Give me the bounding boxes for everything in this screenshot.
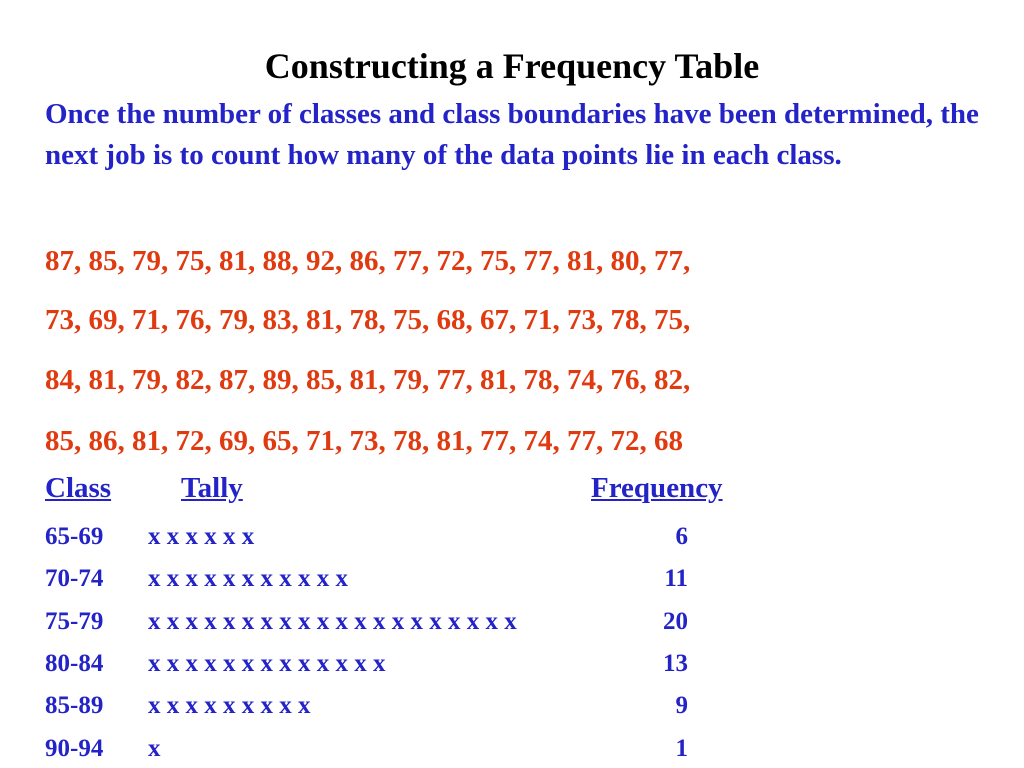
- data-line-4: 85, 86, 81, 72, 69, 65, 71, 73, 78, 81, 77, 74, 77, 72, 68: [45, 425, 683, 457]
- tally-cell: x x x x x x: [148, 523, 255, 550]
- class-header: Class: [45, 472, 112, 504]
- tally-cell: x x x x x x x x x x x: [148, 565, 348, 592]
- frequency-cell: 13: [663, 650, 688, 677]
- table-row: [0, 734, 1024, 764]
- tally-cell: x x x x x x x x x x x x x: [148, 650, 386, 677]
- class-cell: 90-94: [45, 735, 104, 762]
- intro-paragraph: Once the number of classes and class boundaries have been determined, the next job is to count how many of the data points lie in each class.: [45, 98, 979, 171]
- class-cell: 85-89: [45, 692, 104, 719]
- frequency-cell: 9: [675, 692, 688, 719]
- slide-title: Constructing a Frequency Table: [264, 46, 760, 86]
- tally-cell: x: [148, 735, 161, 762]
- tally-cell: x x x x x x x x x: [148, 692, 311, 719]
- frequency-header: Frequency: [591, 472, 723, 504]
- table-row: [0, 649, 1024, 679]
- table-row: [0, 522, 1024, 552]
- tally-header: Tally: [181, 472, 243, 504]
- frequency-cell: 1: [675, 735, 688, 762]
- class-cell: 65-69: [45, 523, 104, 550]
- data-line-2: 73, 69, 71, 76, 79, 83, 81, 78, 75, 68, 67, 71, 73, 78, 75,: [45, 304, 691, 336]
- table-row: [0, 691, 1024, 721]
- table-row: [0, 607, 1024, 637]
- frequency-cell: 11: [664, 565, 688, 592]
- tally-cell: x x x x x x x x x x x x x x x x x x x x: [148, 608, 517, 635]
- class-cell: 70-74: [45, 565, 104, 592]
- data-line-1: 87, 85, 79, 75, 81, 88, 92, 86, 77, 72, 75, 77, 81, 80, 77,: [45, 245, 691, 277]
- data-line-3: 84, 81, 79, 82, 87, 89, 85, 81, 79, 77, 81, 78, 74, 76, 82,: [45, 364, 691, 396]
- class-cell: 75-79: [45, 608, 104, 635]
- class-cell: 80-84: [45, 650, 104, 677]
- table-row: [0, 564, 1024, 594]
- frequency-cell: 6: [675, 523, 688, 550]
- frequency-cell: 20: [663, 608, 688, 635]
